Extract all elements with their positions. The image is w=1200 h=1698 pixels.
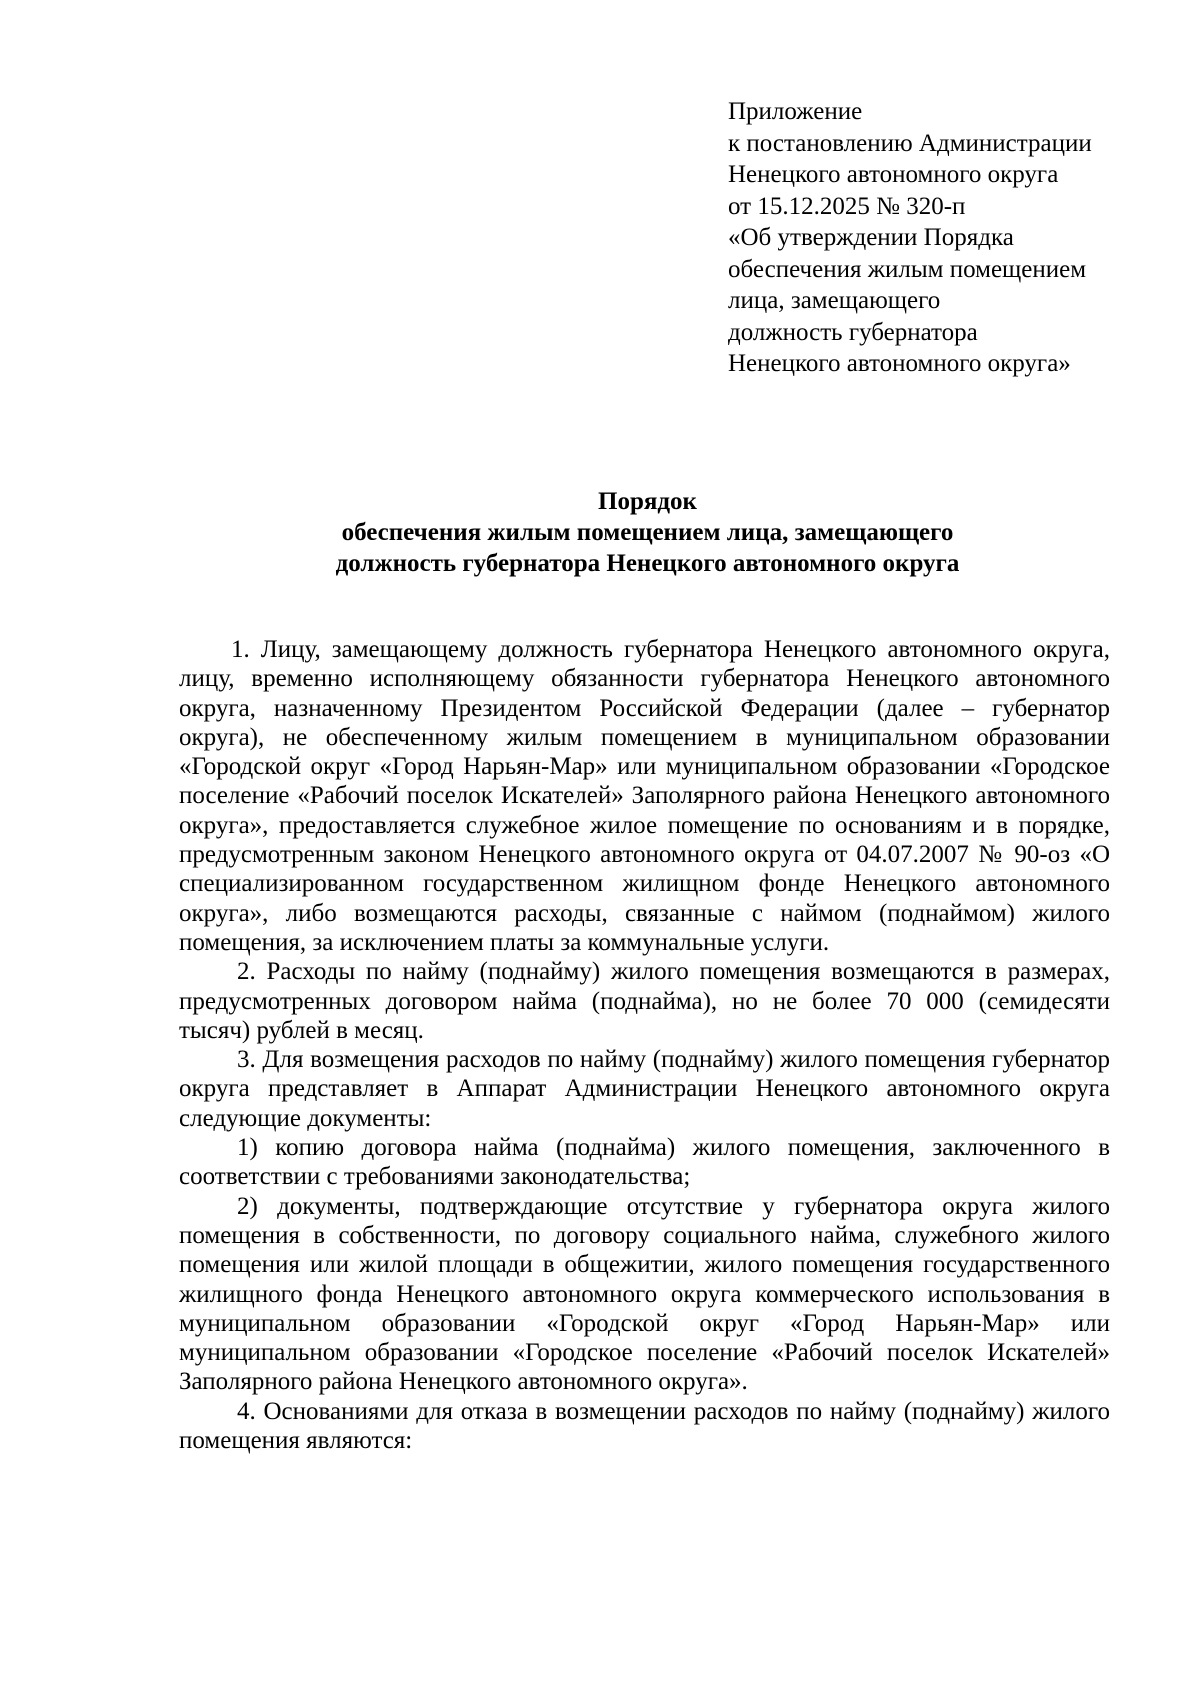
title-line-3: должность губернатора Ненецкого автономного округа [335,550,960,577]
appendix-line: лица, замещающего [728,287,941,314]
paragraph-3-item-1: 1) копию договора найма (поднайма) жилого помещения, заключенного в соответствии с требованиями законодательства; [179,1134,1110,1191]
paragraph-2: 2. Расходы по найму (поднайму) жилого помещения возмещаются в размерах, предусмотренных договором найма (поднайма), но не более 70 000 (семидесяти тысяч) рублей в месяц. [179,958,1110,1044]
paragraph-1: 1. Лицу, замещающему должность губернатора Ненецкого автономного округа, лицу, временно исполняющему обязанности губернатора Ненецкого автономного округа, назначенному Президентом Российской Федерации (далее – губернатор округа), не обеспеченному жилым помещением в муниципальном образовании «Городской округ «Город Нарьян-Мар» или муниципальном образовании «Городское поселение «Рабочий поселок Искателей» Заполярного района Ненецкого автономного округа», предоставляется служебное жилое помещение по основаниям и в порядке, предусмотренным законом Ненецкого автономного округа от 04.07.2007 № 90-оз «О специализированном государственном жилищном фонде Ненецкого автономного округа», либо возмещаются расходы, связанные с наймом (поднаймом) жилого помещения, за исключением платы за коммунальные услуги. [179,636,1110,956]
appendix-line: Приложение [728,98,863,125]
appendix-line: должность губернатора [728,318,978,346]
title-line-2: обеспечения жилым помещением лица, замещающего [341,519,954,546]
appendix-line: Ненецкого автономного округа [728,161,1059,188]
appendix-line: обеспечения жилым помещением [728,255,1087,283]
appendix-header [728,96,1168,380]
paragraph-3-item-2: 2) документы, подтверждающие отсутствие у губернатора округа жилого помещения в собственности, по договору социального найма, служебного жилого помещения или жилой площади в общежитии, жилого помещения государственного жилищного фонда Ненецкого автономного округа коммерческого использования в муниципальном образовании «Городской округ «Город Нарьян-Мар» или муниципальном образовании «Городское поселение «Рабочий поселок Искателей» Заполярного района Ненецкого автономного округа». [179,1192,1110,1396]
paragraph-3: 3. Для возмещения расходов по найму (поднайму) жилого помещения губернатор округа представляет в Аппарат Администрации Ненецкого автономного округа следующие документы: [179,1046,1110,1132]
appendix-line: к постановлению Администрации [728,129,1092,157]
document-title [180,486,1115,579]
appendix-line: Ненецкого автономного округа» [728,350,1071,377]
appendix-line: «Об утверждении Порядка [728,224,1014,251]
appendix-line: от 15.12.2025 № 320-п [728,192,966,220]
paragraph-4: 4. Основаниями для отказа в возмещении расходов по найму (поднайму) жилого помещения являются: [179,1397,1110,1455]
title-line-1: Порядок [598,488,697,515]
document-body [179,635,1110,1455]
